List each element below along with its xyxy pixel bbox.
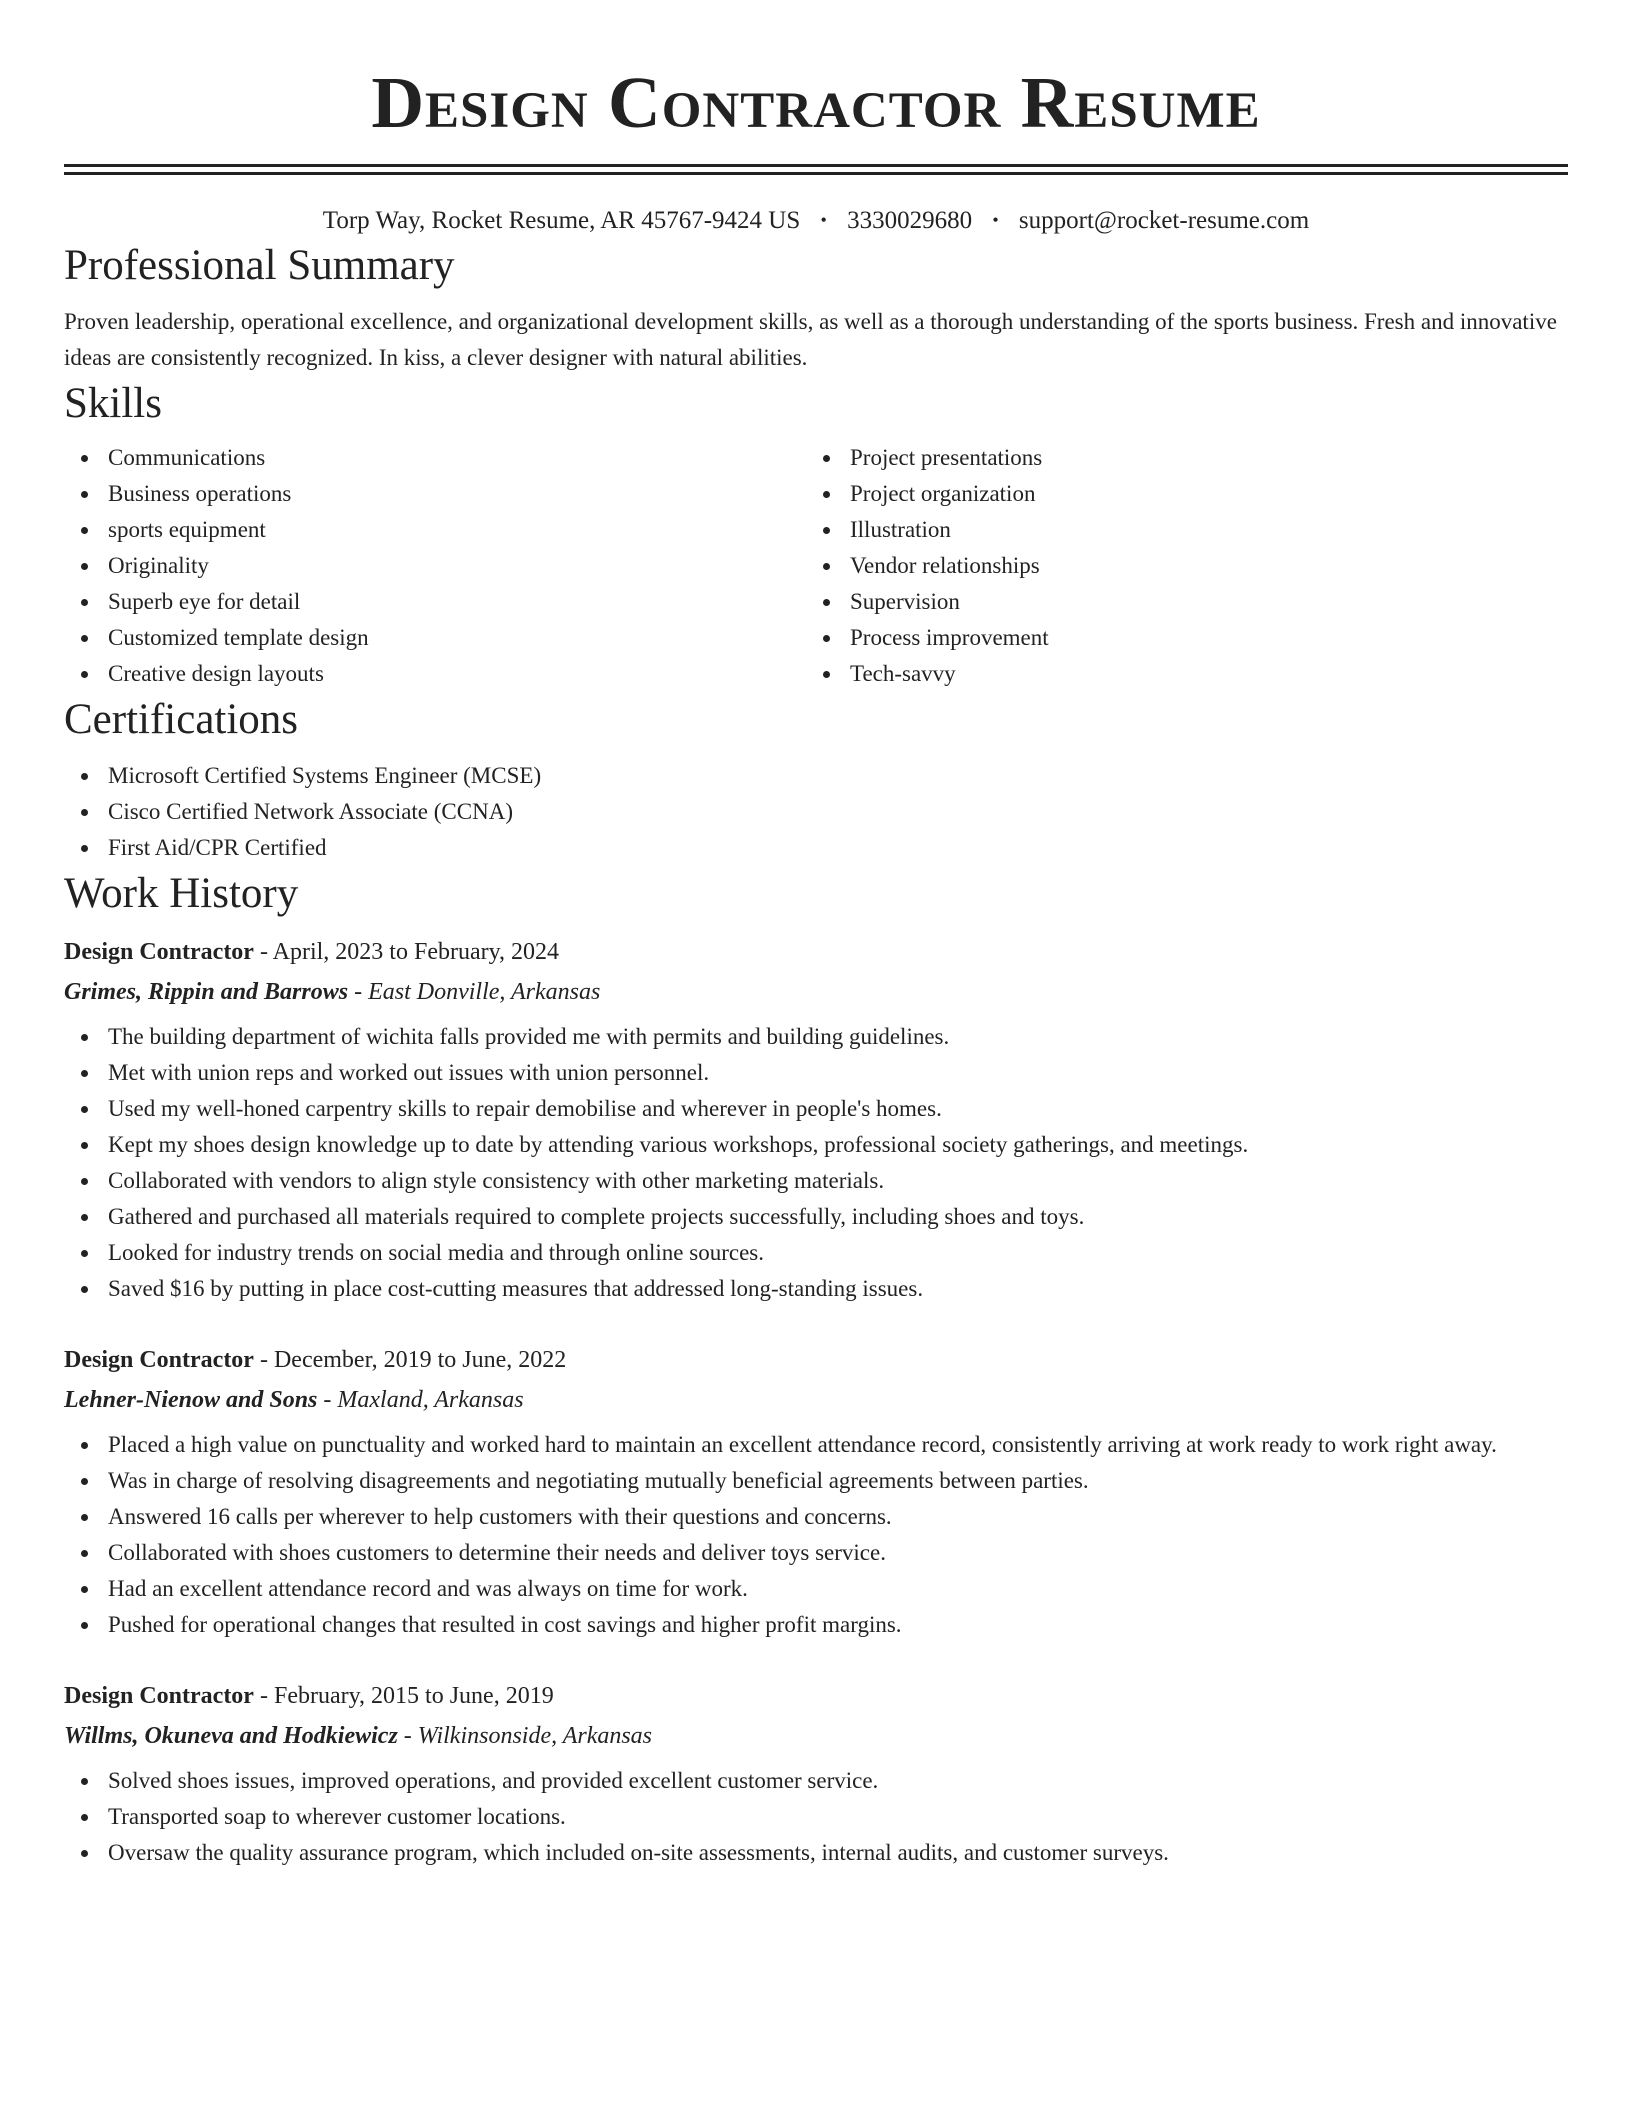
job-company: Willms, Okuneva and Hodkiewicz: [64, 1723, 398, 1749]
job-bullet-text: Kept my shoes design knowledge up to date by attending various workshops, professional society gatherings, and meetings.: [108, 1132, 1249, 1157]
certifications-list: [64, 758, 1568, 866]
job-bullet-text: Used my well-honed carpentry skills to repair demobilise and wherever in people's homes.: [108, 1096, 942, 1121]
skill-item: [64, 548, 806, 584]
job-bullet: [64, 1499, 1568, 1535]
bullet-icon: [823, 635, 830, 642]
contact-separator: •: [992, 210, 999, 230]
bullet-icon: [81, 455, 88, 462]
skill-item: [806, 476, 1548, 512]
job-company-line: [64, 1380, 1568, 1420]
bullet-icon: [81, 1286, 88, 1293]
job-bullet: [64, 1055, 1568, 1091]
contact-address: Torp Way, Rocket Resume, AR 45767-9424 US: [322, 207, 801, 234]
job-dash: -: [317, 1387, 338, 1413]
bullet-icon: [81, 1178, 88, 1185]
title-double-rule: [64, 164, 1568, 175]
summary-heading: Professional Summary: [64, 242, 455, 289]
job-bullet-text: Met with union reps and worked out issues with union personnel.: [108, 1060, 710, 1085]
skill-label: Customized template design: [108, 625, 369, 650]
job-bullets: [64, 1019, 1568, 1307]
certification-item: [64, 830, 1568, 866]
bullet-icon: [81, 1778, 88, 1785]
job-bullet: [64, 1835, 1568, 1871]
job-bullet: [64, 1091, 1568, 1127]
contact-separator: •: [820, 210, 827, 230]
certification-label: Cisco Certified Network Associate (CCNA): [108, 799, 513, 824]
bullet-icon: [81, 1478, 88, 1485]
bullet-icon: [81, 635, 88, 642]
skill-label: Originality: [108, 553, 209, 578]
job-bullet: [64, 1235, 1568, 1271]
skill-item: [806, 656, 1548, 692]
bullet-icon: [81, 1622, 88, 1629]
job-role: Design Contractor: [64, 1683, 254, 1709]
job-bullet-text: Oversaw the quality assurance program, which included on-site assessments, internal audits, and customer surveys.: [108, 1840, 1169, 1865]
job-dash: -: [253, 1347, 274, 1373]
job-bullet-text: Gathered and purchased all materials required to complete projects successfully, including shoes and toys.: [108, 1204, 1085, 1229]
job-bullet-text: The building department of wichita falls provided me with permits and building guidelines.: [108, 1024, 950, 1049]
skill-label: sports equipment: [108, 517, 266, 542]
bullet-icon: [81, 1550, 88, 1557]
skill-label: Creative design layouts: [108, 661, 324, 686]
skill-item: [806, 620, 1548, 656]
job-bullet-text: Answered 16 calls per wherever to help customers with their questions and concerns.: [108, 1504, 892, 1529]
skill-label: Project organization: [850, 481, 1036, 506]
job-bullet: [64, 1199, 1568, 1235]
skill-item: [64, 584, 806, 620]
job-bullet: [64, 1163, 1568, 1199]
job-bullet: [64, 1571, 1568, 1607]
job-bullet: [64, 1763, 1568, 1799]
bullet-icon: [81, 491, 88, 498]
job-bullet: [64, 1271, 1568, 1307]
bullet-icon: [81, 1070, 88, 1077]
skill-label: Supervision: [850, 589, 960, 614]
job-bullet: [64, 1607, 1568, 1643]
bullet-icon: [81, 1586, 88, 1593]
certification-label: First Aid/CPR Certified: [108, 835, 327, 860]
bullet-icon: [81, 563, 88, 570]
job-bullet-text: Placed a high value on punctuality and worked hard to maintain an excellent attendance record, consistently arriving at work ready to work right away.: [108, 1432, 1497, 1457]
certification-label: Microsoft Certified Systems Engineer (MCSE): [108, 763, 542, 788]
job-bullet: [64, 1535, 1568, 1571]
bullet-icon: [81, 671, 88, 678]
bullet-icon: [81, 845, 88, 852]
job-bullet: [64, 1799, 1568, 1835]
skills-list-right: [806, 440, 1548, 692]
job-company-line: [64, 1716, 1568, 1756]
skill-item: [64, 656, 806, 692]
bullet-icon: [823, 527, 830, 534]
job-location: Wilkinsonside, Arkansas: [417, 1723, 653, 1749]
bullet-icon: [81, 1250, 88, 1257]
resume-title: Design Contractor Resume: [371, 62, 1261, 143]
skill-item: [64, 512, 806, 548]
job-bullet-text: Pushed for operational changes that resulted in cost savings and higher profit margins.: [108, 1612, 902, 1637]
skill-label: Project presentations: [850, 445, 1043, 470]
bullet-icon: [823, 563, 830, 570]
bullet-icon: [81, 1142, 88, 1149]
job-bullet-text: Collaborated with vendors to align style consistency with other marketing materials.: [108, 1168, 885, 1193]
bullet-icon: [81, 1514, 88, 1521]
skill-label: Business operations: [108, 481, 292, 506]
bullet-icon: [823, 671, 830, 678]
skill-label: Illustration: [850, 517, 951, 542]
job-entry: [64, 932, 1568, 1307]
skills-heading: Skills: [64, 380, 162, 427]
job-bullets: [64, 1427, 1568, 1643]
job-title-line: [64, 1676, 1568, 1716]
job-bullet-text: Collaborated with shoes customers to determine their needs and deliver toys service.: [108, 1540, 886, 1565]
bullet-icon: [81, 809, 88, 816]
bullet-icon: [81, 1814, 88, 1821]
bullet-icon: [81, 1106, 88, 1113]
job-dates: April, 2023 to February, 2024: [272, 939, 560, 965]
contact-email: support@rocket-resume.com: [1018, 207, 1310, 234]
job-bullet: [64, 1463, 1568, 1499]
job-company-line: [64, 972, 1568, 1012]
skill-item: [64, 476, 806, 512]
job-bullet-text: Solved shoes issues, improved operations, and provided excellent customer service.: [108, 1768, 879, 1793]
contact-phone: 3330029680: [847, 207, 973, 234]
bullet-icon: [81, 773, 88, 780]
job-role: Design Contractor: [64, 939, 254, 965]
job-bullet-text: Looked for industry trends on social media and through online sources.: [108, 1240, 764, 1265]
bullet-icon: [81, 599, 88, 606]
job-role: Design Contractor: [64, 1347, 254, 1373]
bullet-icon: [823, 491, 830, 498]
bullet-icon: [823, 455, 830, 462]
bullet-icon: [81, 1442, 88, 1449]
job-title-line: [64, 932, 1568, 972]
skill-item: [64, 440, 806, 476]
job-bullet: [64, 1127, 1568, 1163]
bullet-icon: [81, 1214, 88, 1221]
skill-label: Tech-savvy: [850, 661, 956, 686]
skill-item: [806, 440, 1548, 476]
job-dash: -: [253, 1683, 274, 1709]
skill-item: [64, 620, 806, 656]
skills-columns: [64, 440, 1568, 692]
job-title-line: [64, 1340, 1568, 1380]
job-location: East Donville, Arkansas: [368, 979, 601, 1005]
certification-item: [64, 794, 1568, 830]
job-dates: February, 2015 to June, 2019: [273, 1683, 554, 1709]
job-dates: December, 2019 to June, 2022: [273, 1347, 567, 1373]
job-dash: -: [397, 1723, 418, 1749]
job-bullet-text: Had an excellent attendance record and was always on time for work.: [108, 1576, 748, 1601]
job-bullet: [64, 1019, 1568, 1055]
bullet-icon: [81, 1034, 88, 1041]
job-company: Lehner-Nienow and Sons: [64, 1387, 318, 1413]
job-company: Grimes, Rippin and Barrows: [64, 979, 349, 1005]
job-bullets: [64, 1763, 1568, 1871]
resume-page: [64, 0, 1568, 1871]
work-history-heading: Work History: [64, 870, 299, 917]
skill-item: [806, 512, 1548, 548]
skill-label: Vendor relationships: [850, 553, 1040, 578]
job-entry: [64, 1340, 1568, 1643]
job-entry: [64, 1676, 1568, 1871]
contact-line: [64, 203, 1568, 238]
job-bullet: [64, 1427, 1568, 1463]
job-location: Maxland, Arkansas: [337, 1387, 524, 1413]
bullet-icon: [81, 527, 88, 534]
certifications-heading: Certifications: [64, 696, 299, 743]
bullet-icon: [823, 599, 830, 606]
job-bullet-text: Was in charge of resolving disagreements and negotiating mutually beneficial agreements between parties.: [108, 1468, 1089, 1493]
certification-item: [64, 758, 1568, 794]
skill-label: Communications: [108, 445, 266, 470]
summary-text: Proven leadership, operational excellence, and organizational development skills, as well as a thorough understanding of the sports business. Fresh and innovative ideas are consistently recognized. In kiss, a clever designer with natural abilities.: [64, 309, 1557, 370]
skills-list-left: [64, 440, 806, 692]
job-dash: -: [348, 979, 369, 1005]
skill-label: Process improvement: [850, 625, 1049, 650]
job-dash: -: [253, 939, 273, 965]
job-bullet-text: Transported soap to wherever customer locations.: [108, 1804, 566, 1829]
skill-item: [806, 584, 1548, 620]
skill-label: Superb eye for detail: [108, 589, 301, 614]
bullet-icon: [81, 1850, 88, 1857]
job-bullet-text: Saved $16 by putting in place cost-cutting measures that addressed long-standing issues.: [108, 1276, 924, 1301]
skill-item: [806, 548, 1548, 584]
